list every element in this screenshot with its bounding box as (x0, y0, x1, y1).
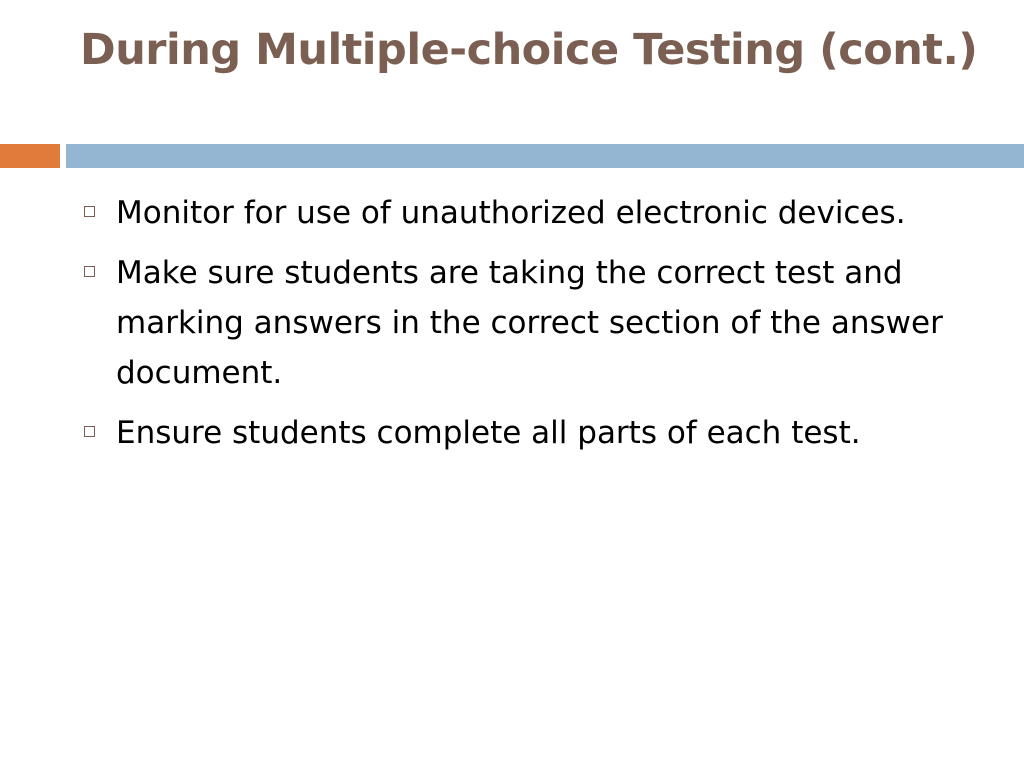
bullet-text: Ensure students complete all parts of each test. (116, 415, 861, 451)
bullet-item (80, 188, 980, 238)
slide-title: During Multiple-choice Testing (cont.) (80, 25, 978, 75)
bullet-text: Monitor for use of unauthorized electronic devices. (116, 195, 906, 231)
accent-bar-orange (0, 144, 60, 168)
bullet-text: Make sure students are taking the correct test and marking answers in the correct section of the answer document. (116, 255, 943, 391)
bullet-item (80, 408, 980, 458)
square-bullet-icon (84, 206, 95, 217)
bullet-list (80, 188, 980, 468)
square-bullet-icon (84, 426, 95, 437)
bullet-item (80, 248, 980, 398)
accent-bar-blue (66, 144, 1024, 168)
square-bullet-icon (84, 266, 95, 277)
